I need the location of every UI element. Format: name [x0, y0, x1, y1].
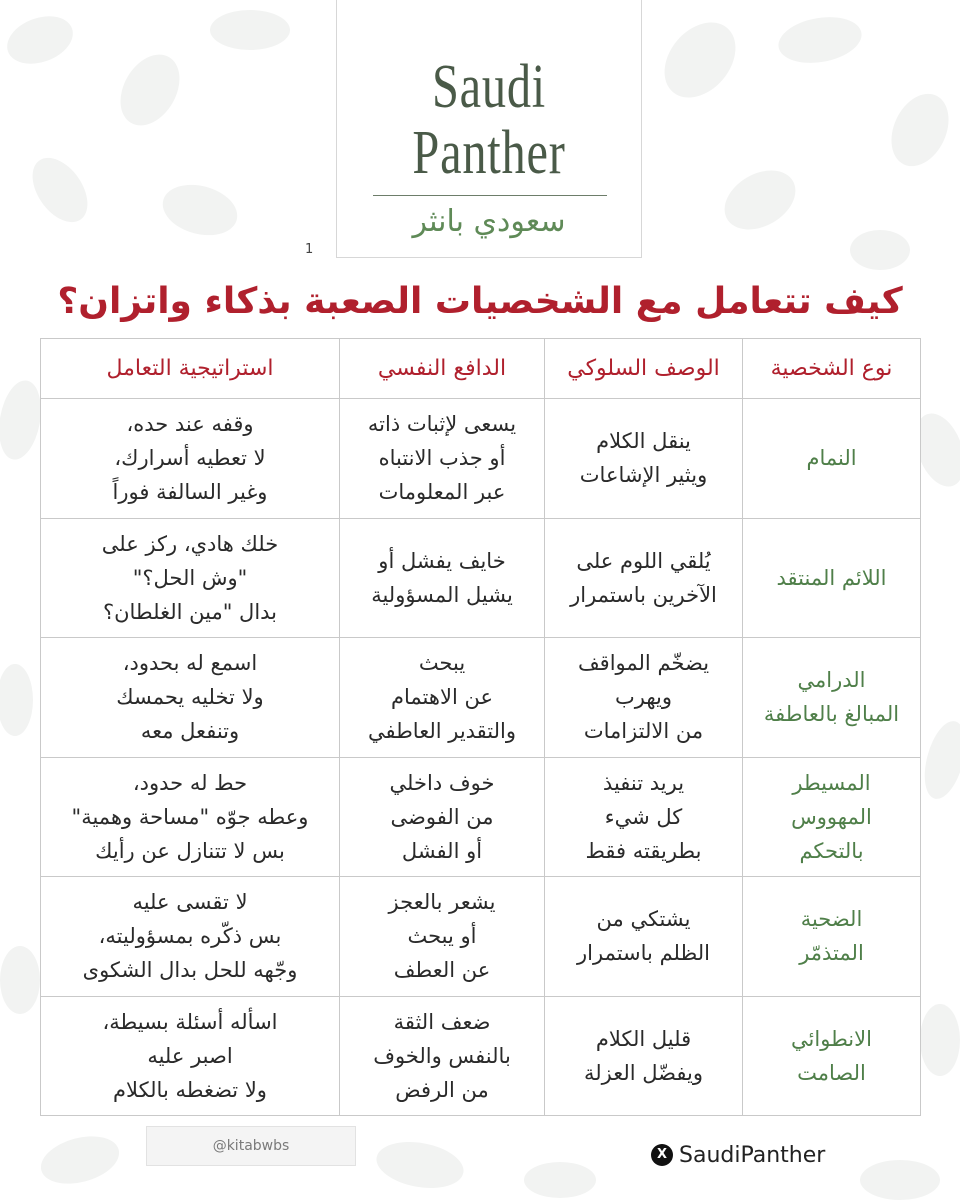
- x-brand: [651, 1138, 825, 1172]
- cell-type: الدرامي المبالغ بالعاطفة: [743, 638, 921, 758]
- cell-type: المسيطر المهووس بالتحكم: [743, 757, 921, 877]
- cell-strategy: اسأله أسئلة بسيطة، اصبر عليه ولا تضغطه بالكلام: [41, 996, 340, 1116]
- table-row: [41, 399, 921, 519]
- table-row: [41, 996, 921, 1116]
- cell-type: اللائم المنتقد: [743, 518, 921, 638]
- logo-divider: [373, 195, 607, 196]
- logo-arabic-text: سعودي بانثر: [412, 204, 566, 239]
- header-type: نوع الشخصية: [743, 339, 921, 399]
- cell-type: الانطوائي الصامت: [743, 996, 921, 1116]
- table-row: [41, 877, 921, 997]
- cell-description: يُلقي اللوم على الآخرين باستمرار: [545, 518, 743, 638]
- table-row: [41, 757, 921, 877]
- cell-type: النمام: [743, 399, 921, 519]
- table-row: [41, 638, 921, 758]
- cell-description: يريد تنفيذ كل شيء بطريقته فقط: [545, 757, 743, 877]
- cell-description: يضخّم المواقف ويهرب من الالتزامات: [545, 638, 743, 758]
- cell-motive: يبحث عن الاهتمام والتقدير العاطفي: [340, 638, 545, 758]
- x-brand-name: SaudiPanther: [679, 1142, 826, 1168]
- table-header-row: [41, 339, 921, 399]
- cell-description: قليل الكلام ويفضّل العزلة: [545, 996, 743, 1116]
- cell-type: الضحية المتذمّر: [743, 877, 921, 997]
- header-motive: الدافع النفسي: [340, 339, 545, 399]
- cell-motive: خوف داخلي من الفوضى أو الفشل: [340, 757, 545, 877]
- page-number: 1: [305, 242, 314, 257]
- cell-motive: خايف يفشل أو يشيل المسؤولية: [340, 518, 545, 638]
- logo-text-panther: Panther: [412, 119, 566, 187]
- cell-description: ينقل الكلام ويثير الإشاعات: [545, 399, 743, 519]
- cell-motive: ضعف الثقة بالنفس والخوف من الرفض: [340, 996, 545, 1116]
- cell-strategy: خلك هادي، ركز على "وش الحل؟" بدال "مين الغلطان؟: [41, 518, 340, 638]
- cell-strategy: اسمع له بحدود، ولا تخليه يحمسك وتنفعل معه: [41, 638, 340, 758]
- cell-strategy: لا تقسى عليه بس ذكّره بمسؤوليته، وجّهه للحل بدال الشكوى: [41, 877, 340, 997]
- cell-motive: يسعى لإثبات ذاته أو جذب الانتباه عبر المعلومات: [340, 399, 545, 519]
- header-strategy: استراتيجية التعامل: [41, 339, 340, 399]
- personalities-table: [40, 338, 921, 1116]
- header-description: الوصف السلوكي: [545, 339, 743, 399]
- cell-strategy: حط له حدود، وعطه جوّه "مساحة وهمية" بس لا تتنازل عن رأيك: [41, 757, 340, 877]
- cell-motive: يشعر بالعجز أو يبحث عن العطف: [340, 877, 545, 997]
- kitab-handle: @kitabwbs: [146, 1126, 356, 1166]
- cell-description: يشتكي من الظلم باستمرار: [545, 877, 743, 997]
- x-logo-icon: X: [651, 1144, 673, 1166]
- logo: [336, 0, 642, 258]
- table-row: [41, 518, 921, 638]
- cell-strategy: وقفه عند حده، لا تعطيه أسرارك، وغير السالفة فوراً: [41, 399, 340, 519]
- page-title: كيف تتعامل مع الشخصيات الصعبة بذكاء واتزان؟: [57, 281, 903, 322]
- logo-text-saudi: Saudi: [431, 53, 547, 121]
